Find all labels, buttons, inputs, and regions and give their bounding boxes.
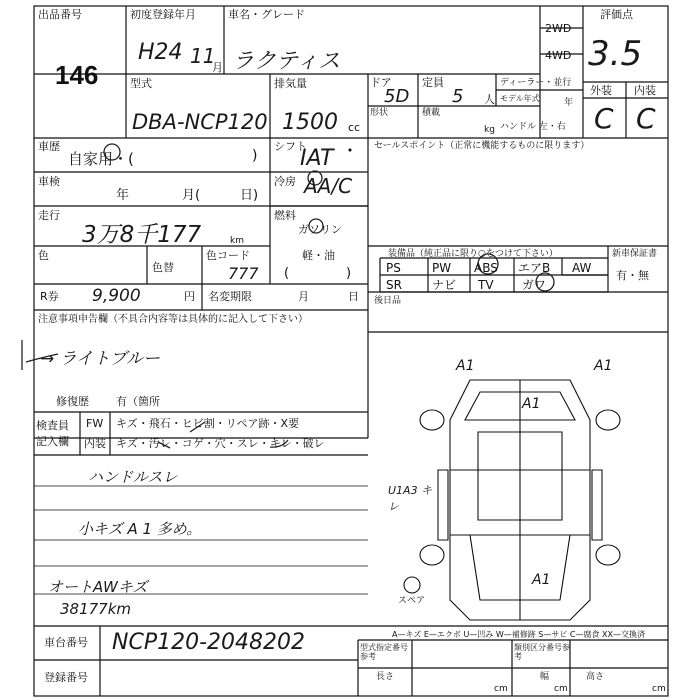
inspection-day: 日) bbox=[240, 188, 259, 203]
height-unit: cm bbox=[652, 684, 666, 694]
equip-abs: ABS bbox=[474, 261, 498, 275]
grade-value: 3.5 bbox=[588, 34, 643, 74]
spare-label: スペア bbox=[398, 596, 426, 606]
equip-ps: PS bbox=[386, 261, 401, 275]
color-change-label: 色替 bbox=[152, 261, 174, 274]
model-spec-label: 型式指定番号参考 bbox=[360, 643, 408, 661]
color-code-label: 色コード bbox=[206, 249, 250, 262]
equip-label: 装備品（純正品に限り○をつけて下さい） bbox=[388, 249, 558, 259]
grade-label: 評価点 bbox=[600, 8, 633, 21]
remark-line: ハンドルスレ bbox=[88, 468, 178, 486]
fuel-paren-close: ) bbox=[346, 266, 352, 281]
doors-value: 5D bbox=[384, 86, 410, 107]
name-change-month: 月 bbox=[298, 290, 309, 303]
first-reg-era: H24 bbox=[138, 40, 183, 65]
repair-value: 有（箇所 bbox=[116, 395, 160, 408]
color-code-value: 777 bbox=[228, 264, 259, 283]
displacement-unit: cc bbox=[348, 121, 361, 134]
length-label: 長さ bbox=[376, 672, 395, 682]
yen-unit: 円 bbox=[184, 290, 195, 303]
name-change-day: 日 bbox=[348, 290, 359, 303]
reg-label: 登録番号 bbox=[44, 671, 88, 684]
body-label: 形状 bbox=[370, 108, 389, 118]
fuel-light: 軽・油 bbox=[302, 249, 335, 262]
exterior-label: 外装 bbox=[590, 84, 612, 97]
equip-tv: TV bbox=[478, 278, 494, 292]
damage-mark: A1 bbox=[522, 396, 541, 412]
chassis-value: NCP120-2048202 bbox=[112, 630, 305, 655]
damage-mark: U1A3 キレ bbox=[388, 484, 433, 513]
month-unit: 月 bbox=[212, 61, 223, 74]
recycle-value: 9,900 bbox=[92, 286, 141, 306]
equip-navi: ナビ bbox=[432, 278, 457, 292]
fw-items: キズ・飛石・ヒビ割・リペア跡・X要 bbox=[116, 417, 300, 430]
car-name: ラクティス bbox=[232, 49, 341, 74]
history-value: 自家用・( bbox=[68, 150, 134, 168]
fuel-label: 燃料 bbox=[274, 209, 296, 222]
width-label: 幅 bbox=[540, 672, 550, 682]
mileage-label: 走行 bbox=[38, 209, 60, 222]
damage-legend: A—キズ E—エクボ U—凹み W—補修跡 S—サビ C—腐食 XX—交換済 bbox=[392, 630, 646, 639]
history-close: ) bbox=[252, 148, 258, 164]
displacement-label: 排気量 bbox=[274, 77, 307, 90]
damage-mark: A1 bbox=[456, 358, 475, 374]
exterior-value: C bbox=[594, 102, 614, 135]
name-change-label: 名変期限 bbox=[208, 290, 252, 303]
equip-aw: AW bbox=[572, 261, 592, 275]
first-reg-month: 11 bbox=[190, 44, 216, 68]
inspection-month: 月( bbox=[182, 188, 201, 203]
car-diagram bbox=[349, 149, 620, 620]
lot-label: 出品番号 bbox=[38, 8, 82, 21]
chassis-label: 車台番号 bbox=[44, 636, 88, 649]
model-label: 型式 bbox=[130, 77, 152, 90]
load-unit: kg bbox=[484, 125, 495, 135]
equip-airbag: エアB bbox=[518, 261, 551, 275]
model-value: DBA-NCP120 bbox=[132, 110, 268, 134]
color-label: 色 bbox=[38, 249, 49, 262]
interior-items: キズ・汚レ・コゲ・穴・スレ・キレ・破レ bbox=[116, 437, 325, 450]
fuel-paren-open: ( bbox=[284, 266, 290, 281]
notes-title: 注意事項申告欄（不具合内容等は具体的に記入して下さい） bbox=[38, 314, 308, 325]
interior-label: 内装 bbox=[634, 84, 656, 97]
fw-label: FW bbox=[86, 417, 104, 430]
load-label: 積載 bbox=[422, 108, 441, 118]
inspection-label: 車検 bbox=[38, 175, 60, 188]
length-unit: cm bbox=[494, 684, 508, 694]
mileage-value: 3万8千177 bbox=[82, 222, 202, 248]
model-year-label: モデル年式 bbox=[500, 94, 540, 103]
equip-sr: SR bbox=[386, 278, 402, 292]
class-label: 類別区分番号参考 bbox=[514, 643, 570, 661]
note-line: → ライトブルー bbox=[40, 349, 160, 369]
inspector-label: 検査員記入欄 bbox=[36, 419, 69, 448]
interior-value: C bbox=[636, 102, 656, 135]
capacity-unit: 人 bbox=[484, 93, 495, 106]
width-unit: cm bbox=[554, 684, 568, 694]
warranty-label: 新車保証書 bbox=[612, 249, 658, 259]
lot-number: 146 bbox=[55, 60, 99, 90]
repair-label: 修復歴 bbox=[56, 395, 89, 408]
handle-label: ハンドル 左・右 bbox=[500, 122, 566, 132]
remark-line: 38177km bbox=[60, 600, 132, 618]
remark-line: 小キズ A 1 多め。 bbox=[78, 520, 202, 538]
equip-gawa: ガワ bbox=[522, 278, 547, 292]
fuel-gas: ガソリン bbox=[298, 223, 342, 236]
shift-value: IAT bbox=[300, 146, 334, 171]
drive-2wd: 2WD bbox=[545, 22, 572, 35]
name-grade-label: 車名・グレード bbox=[228, 8, 305, 21]
mileage-unit: km bbox=[230, 236, 244, 246]
damage-mark: A1 bbox=[532, 572, 551, 588]
capacity-label: 定員 bbox=[422, 76, 444, 89]
interior-items-label: 内装 bbox=[84, 437, 106, 450]
year-unit: 年 bbox=[564, 98, 574, 108]
doors-label: ドア bbox=[370, 76, 392, 89]
inspection-year: 年 bbox=[116, 188, 130, 203]
dealer-label: ディーラー・並行 bbox=[500, 78, 572, 88]
drive-4wd: 4WD bbox=[545, 49, 572, 62]
history-label: 車歴 bbox=[38, 140, 60, 153]
retrofit-label: 後日品 bbox=[374, 296, 402, 306]
sales-label: セールスポイント（正常に機能するものに限ります） bbox=[374, 141, 590, 151]
ac-label: 冷房 bbox=[274, 175, 296, 188]
height-label: 高さ bbox=[586, 672, 605, 682]
capacity-value: 5 bbox=[452, 86, 464, 107]
ac-value: AA/C bbox=[304, 174, 353, 198]
first-reg-label: 初度登録年月 bbox=[130, 8, 196, 21]
recycle-label: R券 bbox=[40, 290, 59, 303]
remark-line: オートAWキズ bbox=[48, 578, 148, 596]
shift-label: シフト bbox=[274, 140, 307, 153]
equip-pw: PW bbox=[432, 261, 452, 275]
damage-mark: A1 bbox=[594, 358, 613, 374]
warranty-options: 有・無 bbox=[616, 269, 649, 282]
displacement-value: 1500 bbox=[282, 110, 338, 135]
